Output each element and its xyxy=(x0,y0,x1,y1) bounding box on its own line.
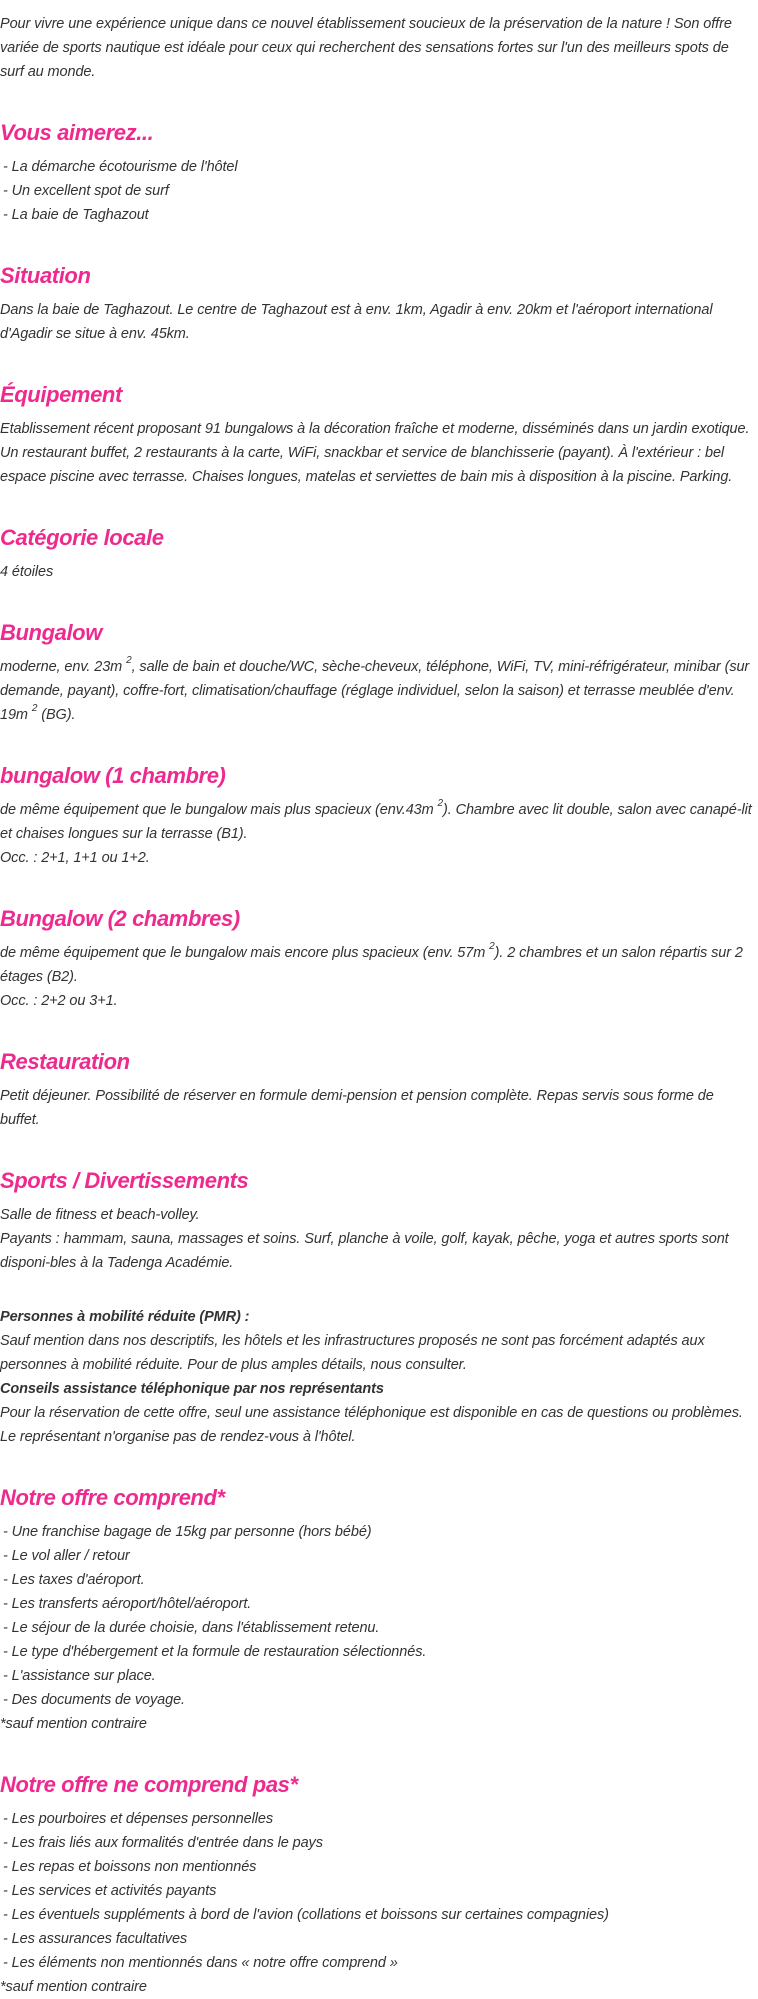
pmr-text: Sauf mention dans nos descriptifs, les hôtels et les infrastructures proposés ne sont pas forcément adaptés aux personnes à mobilité réduite. Pour de plus amples détails, nous consulter. xyxy=(0,1333,705,1373)
list-item: - La démarche écotourisme de l'hôtel xyxy=(3,159,238,175)
bungalow-text xyxy=(0,655,756,727)
list-item: - Une franchise bagage de 15kg par personne (hors bébé) xyxy=(3,1524,372,1540)
section-title-situation: Situation xyxy=(0,263,91,288)
situation-text: Dans la baie de Taghazout. Le centre de Taghazout est à env. 1km, Agadir à env. 20km et l'aéroport international d'Agadir se situe à env. 45km. xyxy=(0,302,713,342)
section-title-categorie: Catégorie locale xyxy=(0,525,164,550)
section-title-vous-aimerez: Vous aimerez... xyxy=(0,120,154,145)
list-item: - Le vol aller / retour xyxy=(3,1548,130,1564)
section-title-restauration: Restauration xyxy=(0,1049,130,1074)
categorie-text: 4 étoiles xyxy=(0,564,54,580)
pmr-heading: Personnes à mobilité réduite (PMR) : xyxy=(0,1309,250,1325)
list-item: - L'assistance sur place. xyxy=(3,1668,156,1684)
bungalow-sup-b: 2 xyxy=(31,703,38,715)
bungalow1-sup-a: 2 xyxy=(437,798,444,810)
offre-ne-comprend-pas-note: *sauf mention contraire xyxy=(0,1979,147,1995)
list-item: - Les taxes d'aéroport. xyxy=(3,1572,145,1588)
bungalow1-text-a: de même équipement que le bungalow mais plus spacieux (env.43m xyxy=(0,802,438,818)
list-item: - Les pourboires et dépenses personnelles xyxy=(3,1811,273,1827)
list-item: - Les éventuels suppléments à bord de l'avion (collations et boissons sur certaines compagnies) xyxy=(3,1907,609,1923)
list-item: - Les repas et boissons non mentionnés xyxy=(3,1859,257,1875)
section-title-sports: Sports / Divertissements xyxy=(0,1168,249,1193)
equipement-text: Etablissement récent proposant 91 bungalows à la décoration fraîche et moderne, disséminés dans un jardin exotique. Un restaurant buffet, 2 restaurants à la carte, WiFi, snackbar et service de blanchisserie (payant). À l'extérieur : bel espace piscine avec terrasse. Chaises longues, matelas et serviettes de bain mis à disposition à la piscine. Parking. xyxy=(0,421,750,485)
restauration-text: Petit déjeuner. Possibilité de réserver en formule demi-pension et pension complète. Repas servis sous forme de buffet. xyxy=(0,1088,714,1128)
offre-ne-comprend-pas-list xyxy=(0,1807,756,1975)
section-title-bungalow: Bungalow xyxy=(0,620,102,645)
list-item: - Les éléments non mentionnés dans « notre offre comprend » xyxy=(3,1955,398,1971)
assistance-text: Pour la réservation de cette offre, seul une assistance téléphonique est disponible en cas de questions ou problèmes. Le représentant n'organise pas de rendez-vous à l'hôtel. xyxy=(0,1405,743,1445)
vous-aimerez-list xyxy=(0,155,756,227)
offre-comprend-list xyxy=(0,1520,756,1712)
sports-line-2: Payants : hammam, sauna, massages et soins. Surf, planche à voile, golf, kayak, pêche, yoga et autres sports sont disponi-bles à la Tadenga Académie. xyxy=(0,1231,729,1271)
bungalow-text-a: moderne, env. 23m xyxy=(0,659,127,675)
bungalow2-occ: Occ. : 2+2 ou 3+1. xyxy=(0,993,118,1009)
section-title-offre-comprend: Notre offre comprend* xyxy=(0,1485,225,1510)
bungalow2-text xyxy=(0,941,756,989)
bungalow2-sup-a: 2 xyxy=(489,941,495,953)
list-item: - Un excellent spot de surf xyxy=(3,183,169,199)
intro-text: Pour vivre une expérience unique dans ce nouvel établissement soucieux de la préservation de la nature ! Son offre variée de sports nautique est idéale pour ceux qui recherchent des sensations fortes sur l'un des meilleurs spots de surf au monde. xyxy=(0,16,732,80)
list-item: - La baie de Taghazout xyxy=(3,207,149,223)
list-item: - Le type d'hébergement et la formule de restauration sélectionnés. xyxy=(3,1644,427,1660)
bungalow2-text-a: de même équipement que le bungalow mais encore plus spacieux (env. 57m xyxy=(0,945,490,961)
list-item: - Des documents de voyage. xyxy=(3,1692,185,1708)
offre-comprend-note: *sauf mention contraire xyxy=(0,1716,147,1732)
bungalow-text-b: , salle de bain et douche/WC, sèche-cheveux, téléphone, WiFi, TV, mini-réfrigérateur, minibar (sur demande, payant), coffre-fort, climatisation/chauffage (réglage individuel, selon la saison) et terrasse meublée d'env. 19m xyxy=(0,659,750,723)
list-item: - Les assurances facultatives xyxy=(3,1931,188,1947)
assistance-heading: Conseils assistance téléphonique par nos représentants xyxy=(0,1381,384,1397)
section-title-offre-ne-comprend-pas: Notre offre ne comprend pas* xyxy=(0,1772,298,1797)
sports-line-1: Salle de fitness et beach-volley. xyxy=(0,1207,200,1223)
list-item: - Les services et activités payants xyxy=(3,1883,217,1899)
hotel-description xyxy=(0,12,756,1999)
bungalow1-text-b: ). Chambre avec lit double, salon avec canapé-lit et chaises longues sur la terrasse (B1). xyxy=(0,802,752,842)
list-item: - Le séjour de la durée choisie, dans l'établissement retenu. xyxy=(3,1620,380,1636)
bungalow-sup-a: 2 xyxy=(126,655,132,667)
list-item: - Les frais liés aux formalités d'entrée dans le pays xyxy=(3,1835,323,1851)
section-title-equipement: Équipement xyxy=(0,382,122,407)
bungalow-text-c: (BG). xyxy=(37,707,76,723)
bungalow1-text xyxy=(0,798,756,846)
list-item: - Les transferts aéroport/hôtel/aéroport. xyxy=(3,1596,252,1612)
bungalow2-text-b: ). 2 chambres et un salon répartis sur 2 étages (B2). xyxy=(0,945,743,985)
section-title-bungalow-1-chambre: bungalow (1 chambre) xyxy=(0,763,226,788)
section-title-bungalow-2-chambres: Bungalow (2 chambres) xyxy=(0,906,240,931)
bungalow1-occ: Occ. : 2+1, 1+1 ou 1+2. xyxy=(0,850,150,866)
